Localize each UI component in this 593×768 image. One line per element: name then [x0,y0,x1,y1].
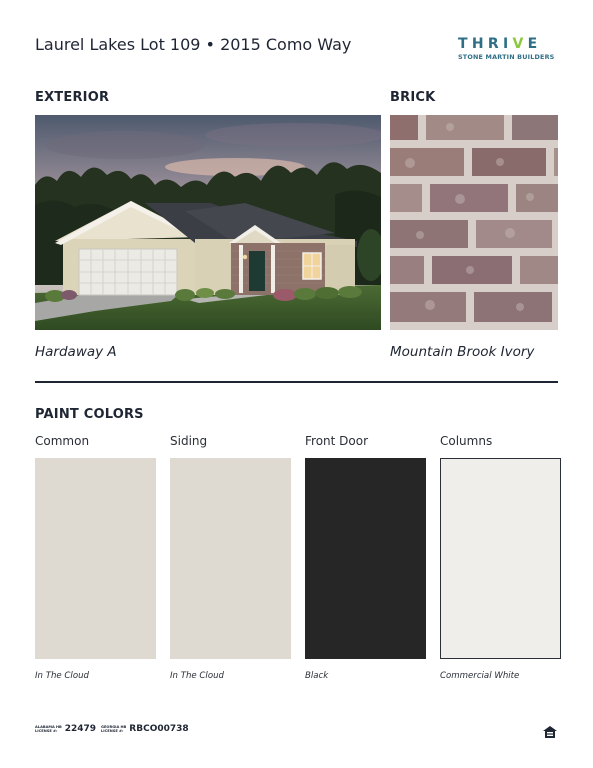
georgia-label-line: GEORGIA HB [101,725,127,729]
georgia-license-number: RBCO00738 [129,724,189,734]
brick-texture-icon [390,115,558,330]
plan-name: Hardaway A [35,344,117,360]
paint-label-common: Common [35,434,90,448]
paint-label-columns: Columns [440,434,493,448]
brick-name: Mountain Brook Ivory [390,344,535,360]
alabama-license-number: 22479 [64,724,97,734]
paint-label-siding: Siding [170,434,208,448]
equal-housing-icon [543,723,557,735]
house-photo-icon [35,115,381,330]
alabama-label-line: LICENSE #: [35,729,58,733]
logo-word-v: V [512,36,528,52]
logo-word-part: E [527,36,542,52]
thrive-logo [458,36,560,61]
paint-name-siding: In The Cloud [170,671,224,681]
paint-swatch-siding [170,458,291,659]
georgia-label-line: LICENSE #: [101,729,124,733]
logo-wordmark [458,36,560,52]
paint-colors-heading: PAINT COLORS [35,407,144,422]
alabama-license [35,724,96,734]
alabama-label-line: ALABAMA HB [35,725,62,729]
paint-label-front-door: Front Door [305,434,369,448]
alabama-license-label [35,725,62,733]
paint-name-columns: Commercial White [440,671,520,681]
paint-name-front-door: Black [305,671,329,681]
section-divider [35,381,558,383]
logo-word-part: THRI [458,36,513,52]
georgia-license-label [101,725,126,733]
paint-swatch-front-door [305,458,426,659]
logo-subtitle: STONE MARTIN BUILDERS [458,53,555,61]
brick-heading: BRICK [390,90,436,105]
paint-swatch-columns [440,458,561,659]
paint-swatch-common [35,458,156,659]
exterior-heading: EXTERIOR [35,90,110,105]
brick-swatch [390,115,558,330]
page-title: Laurel Lakes Lot 109 • 2015 Como Way [35,35,352,54]
paint-name-common: In The Cloud [35,671,89,681]
exterior-photo [35,115,381,330]
georgia-license [101,724,189,734]
